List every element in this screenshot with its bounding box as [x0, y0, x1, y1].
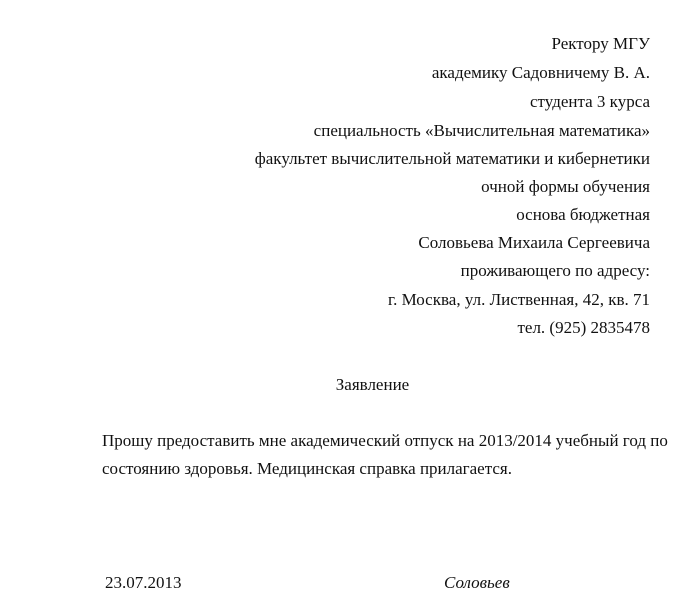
signature: Соловьев — [444, 573, 510, 592]
sender-funding-basis: основа бюджетная — [516, 205, 650, 224]
sender-study-form: очной формы обучения — [481, 177, 650, 196]
sender-specialty: специальность «Вычислительная математика» — [313, 121, 650, 140]
document-title: Заявление — [335, 375, 410, 394]
sender-course: студента 3 курса — [530, 92, 650, 111]
addressee-name: академику Садовничему В. А. — [431, 63, 650, 82]
sender-address: г. Москва, ул. Лиственная, 42, кв. 71 — [388, 290, 650, 309]
addressee-rector: Ректору МГУ — [551, 34, 650, 53]
request-text-line-1: Прошу предоставить мне академический отпуск на 2013/2014 учебный год по — [102, 431, 668, 450]
document-date: 23.07.2013 — [105, 573, 182, 592]
request-text-line-2: состоянию здоровья. Медицинская справка прилагается. — [102, 459, 512, 478]
sender-name: Соловьева Михаила Сергеевича — [418, 233, 650, 252]
sender-phone: тел. (925) 2835478 — [517, 318, 650, 337]
sender-faculty: факультет вычислительной математики и кибернетики — [254, 149, 650, 168]
sender-address-label: проживающего по адресу: — [460, 261, 650, 280]
